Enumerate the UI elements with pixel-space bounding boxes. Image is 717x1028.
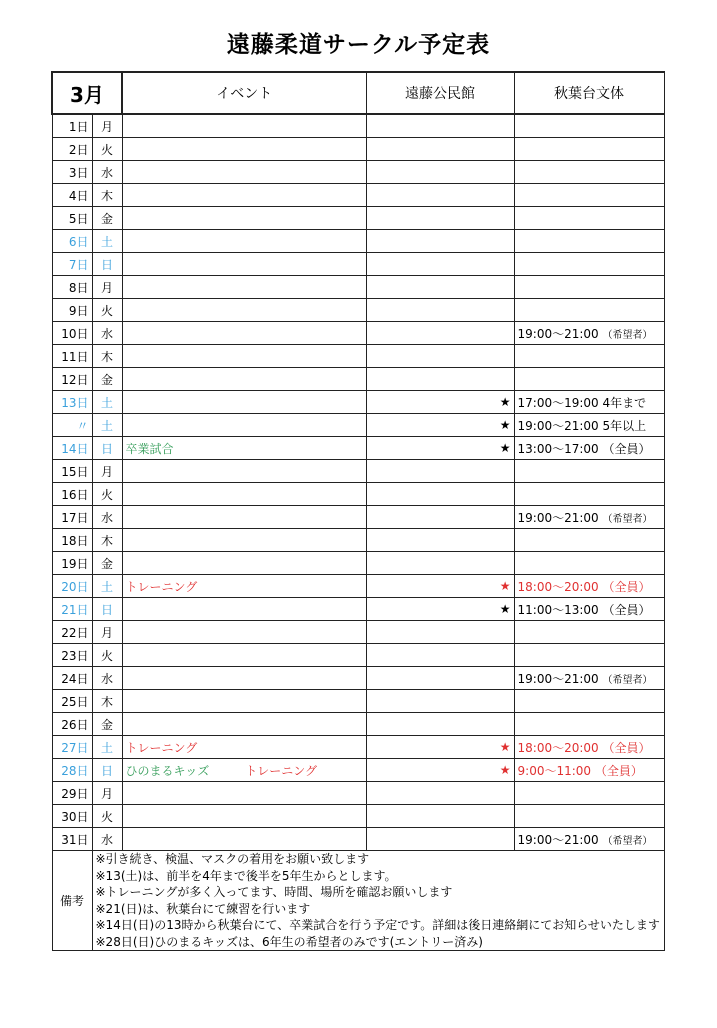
schedule-row — [52, 529, 664, 552]
akiba-cell — [514, 621, 664, 644]
kouminkan-cell — [366, 368, 514, 391]
month-header: 3月 — [52, 72, 122, 114]
akiba-cell — [514, 414, 664, 437]
akiba-cell — [514, 506, 664, 529]
schedule-row — [52, 736, 664, 759]
akiba-cell — [514, 299, 664, 322]
akiba-cell — [514, 138, 664, 161]
event-cell — [122, 322, 366, 345]
weekday-cell: 土 — [92, 575, 122, 598]
day-cell: 5日 — [52, 207, 92, 230]
day-cell: 18日 — [52, 529, 92, 552]
day-cell: 19日 — [52, 552, 92, 575]
day-cell: 2日 — [52, 138, 92, 161]
kouminkan-cell — [366, 782, 514, 805]
weekday-cell: 火 — [92, 805, 122, 828]
akiba-cell — [514, 253, 664, 276]
kouminkan-cell — [366, 230, 514, 253]
kouminkan-cell — [366, 621, 514, 644]
schedule-row — [52, 483, 664, 506]
schedule-row — [52, 621, 664, 644]
day-cell: 25日 — [52, 690, 92, 713]
day-cell: 15日 — [52, 460, 92, 483]
day-cell: 27日 — [52, 736, 92, 759]
remarks-text — [92, 851, 664, 951]
akiba-note: （希望者） — [602, 674, 653, 686]
schedule-row — [52, 552, 664, 575]
kouminkan-cell — [366, 460, 514, 483]
weekday-cell: 木 — [92, 690, 122, 713]
akiba-time: 19:00～21:00 — [517, 832, 599, 847]
schedule-row — [52, 368, 664, 391]
weekday-cell: 日 — [92, 759, 122, 782]
schedule-row — [52, 667, 664, 690]
event-cell — [122, 759, 366, 782]
schedule-row — [52, 184, 664, 207]
remark-line: ※21(日)は、秋葉台にて練習を行います — [95, 901, 311, 916]
schedule-row — [52, 161, 664, 184]
kouminkan-cell — [366, 805, 514, 828]
weekday-cell: 日 — [92, 598, 122, 621]
schedule-row — [52, 506, 664, 529]
weekday-cell: 土 — [92, 736, 122, 759]
day-cell: 6日 — [52, 230, 92, 253]
akiba-note: （希望者） — [602, 513, 653, 525]
day-cell: 26日 — [52, 713, 92, 736]
schedule-row — [52, 644, 664, 667]
kouminkan-cell — [366, 161, 514, 184]
event-text: トレーニング — [245, 763, 318, 778]
event-cell — [122, 230, 366, 253]
schedule-row — [52, 690, 664, 713]
day-cell: 9日 — [52, 299, 92, 322]
akiba-note: （希望者） — [602, 835, 653, 847]
event-cell — [122, 506, 366, 529]
akiba-cell — [514, 552, 664, 575]
day-cell: 14日 — [52, 437, 92, 460]
weekday-cell: 日 — [92, 437, 122, 460]
akiba-cell — [514, 322, 664, 345]
akiba-time: 19:00～21:00 — [517, 510, 599, 525]
weekday-cell: 木 — [92, 529, 122, 552]
kouminkan-cell — [366, 529, 514, 552]
akiba-time: 19:00～21:00 — [517, 671, 599, 686]
event-cell — [122, 690, 366, 713]
event-cell — [122, 161, 366, 184]
event-cell — [122, 414, 366, 437]
weekday-cell: 金 — [92, 368, 122, 391]
kouminkan-cell: ★ — [366, 391, 514, 414]
akiba-cell — [514, 368, 664, 391]
day-cell: 3日 — [52, 161, 92, 184]
akiba-note: 5年以上 — [602, 418, 647, 433]
weekday-cell: 火 — [92, 138, 122, 161]
akiba-cell — [514, 207, 664, 230]
akiba-time: 18:00～20:00 — [517, 740, 599, 755]
weekday-cell: 金 — [92, 552, 122, 575]
akiba-cell — [514, 161, 664, 184]
schedule-row — [52, 253, 664, 276]
day-cell: 30日 — [52, 805, 92, 828]
schedule-row — [52, 391, 664, 414]
akiba-time: 9:00～11:00 — [517, 763, 592, 778]
day-cell: 28日 — [52, 759, 92, 782]
event-cell — [122, 575, 366, 598]
day-cell: 22日 — [52, 621, 92, 644]
kouminkan-cell — [366, 322, 514, 345]
weekday-cell: 月 — [92, 114, 122, 138]
event-cell — [122, 460, 366, 483]
schedule-row — [52, 299, 664, 322]
event-cell — [122, 138, 366, 161]
event-cell — [122, 598, 366, 621]
remark-line: ※トレーニングが多く入ってます、時間、場所を確認お願いします — [95, 885, 453, 899]
akiba-note: （全員） — [602, 740, 651, 755]
schedule-row — [52, 207, 664, 230]
event-cell — [122, 184, 366, 207]
kouminkan-cell — [366, 184, 514, 207]
remark-line: ※14日(日)の13時から秋葉台にて、卒業試合を行う予定です。詳細は後日連絡網にてお知らせいたします — [95, 918, 660, 932]
schedule-row — [52, 805, 664, 828]
akiba-time: 11:00～13:00 — [517, 602, 599, 617]
weekday-cell: 月 — [92, 276, 122, 299]
remarks-label: 備考 — [52, 851, 92, 951]
event-text: トレーニング — [125, 740, 198, 755]
event-cell — [122, 207, 366, 230]
akiba-cell — [514, 184, 664, 207]
remark-line: ※28日(日)ひのまるキッズは、6年生の希望者のみです(エントリー済み) — [95, 934, 483, 949]
event-cell — [122, 667, 366, 690]
event-cell — [122, 621, 366, 644]
schedule-row — [52, 345, 664, 368]
akiba-cell — [514, 736, 664, 759]
schedule-row — [52, 138, 664, 161]
schedule-row — [52, 322, 664, 345]
akiba-time: 17:00～19:00 — [517, 395, 599, 410]
kouminkan-cell — [366, 644, 514, 667]
kouminkan-cell: ★ — [366, 598, 514, 621]
event-cell — [122, 437, 366, 460]
event-cell — [122, 828, 366, 851]
kouminkan-cell — [366, 506, 514, 529]
event-cell — [122, 368, 366, 391]
weekday-cell: 火 — [92, 644, 122, 667]
schedule-row — [52, 759, 664, 782]
event-cell — [122, 299, 366, 322]
remark-line: ※13(土)は、前半を4年まで後半を5年生からとします。 — [95, 868, 397, 883]
weekday-cell: 木 — [92, 345, 122, 368]
akiba-cell — [514, 529, 664, 552]
day-cell: 29日 — [52, 782, 92, 805]
akiba-note: （全員） — [602, 441, 651, 456]
day-cell: 20日 — [52, 575, 92, 598]
weekday-cell: 土 — [92, 391, 122, 414]
event-cell — [122, 483, 366, 506]
kouminkan-cell — [366, 345, 514, 368]
kouminkan-cell — [366, 114, 514, 138]
weekday-cell: 月 — [92, 782, 122, 805]
weekday-cell: 金 — [92, 207, 122, 230]
day-cell: 4日 — [52, 184, 92, 207]
akiba-cell — [514, 690, 664, 713]
akiba-note: 4年まで — [602, 395, 647, 410]
schedule-row — [52, 437, 664, 460]
day-cell: 16日 — [52, 483, 92, 506]
kouminkan-cell: ★ — [366, 736, 514, 759]
kouminkan-cell — [366, 552, 514, 575]
day-cell: 17日 — [52, 506, 92, 529]
event-cell — [122, 805, 366, 828]
day-cell: 12日 — [52, 368, 92, 391]
akiba-cell — [514, 114, 664, 138]
schedule-row — [52, 575, 664, 598]
weekday-cell: 水 — [92, 667, 122, 690]
weekday-cell: 火 — [92, 483, 122, 506]
weekday-cell: 日 — [92, 253, 122, 276]
kouminkan-cell — [366, 667, 514, 690]
event-cell — [122, 552, 366, 575]
akiba-cell — [514, 828, 664, 851]
event-cell — [122, 391, 366, 414]
schedule-row — [52, 460, 664, 483]
kouminkan-cell: ★ — [366, 414, 514, 437]
akiba-time: 19:00～21:00 — [517, 418, 599, 433]
weekday-cell: 月 — [92, 621, 122, 644]
akiba-time: 18:00～20:00 — [517, 579, 599, 594]
event-text: トレーニング — [125, 579, 198, 594]
kouminkan-cell — [366, 276, 514, 299]
kouminkan-cell — [366, 138, 514, 161]
akiba-cell — [514, 391, 664, 414]
day-cell: 13日 — [52, 391, 92, 414]
kouminkan-cell — [366, 483, 514, 506]
akiba-note: （全員） — [594, 763, 643, 778]
weekday-cell: 火 — [92, 299, 122, 322]
akiba-cell — [514, 575, 664, 598]
schedule-row — [52, 230, 664, 253]
kouminkan-cell — [366, 828, 514, 851]
akiba-note: （全員） — [602, 579, 651, 594]
schedule-row — [52, 114, 664, 138]
kouminkan-cell — [366, 253, 514, 276]
kouminkan-cell: ★ — [366, 575, 514, 598]
day-cell: 21日 — [52, 598, 92, 621]
akiba-time: 19:00～21:00 — [517, 326, 599, 341]
day-cell: 8日 — [52, 276, 92, 299]
day-cell: 7日 — [52, 253, 92, 276]
akiba-cell — [514, 805, 664, 828]
akiba-cell — [514, 460, 664, 483]
remark-line: ※引き続き、検温、マスクの着用をお願い致します — [95, 852, 370, 866]
event-cell — [122, 782, 366, 805]
remarks-row — [52, 851, 664, 951]
event-cell — [122, 114, 366, 138]
kouminkan-cell — [366, 299, 514, 322]
schedule-row — [52, 828, 664, 851]
akiba-header: 秋葉台文体 — [514, 72, 664, 114]
kouminkan-cell — [366, 207, 514, 230]
akiba-cell — [514, 759, 664, 782]
event-text: 卒業試合 — [125, 441, 174, 456]
event-text: ひのまるキッズ — [125, 763, 210, 778]
akiba-cell — [514, 782, 664, 805]
event-cell — [122, 529, 366, 552]
weekday-cell: 金 — [92, 713, 122, 736]
kouminkan-cell: ★ — [366, 437, 514, 460]
akiba-time: 13:00～17:00 — [517, 441, 599, 456]
day-cell: 24日 — [52, 667, 92, 690]
kouminkan-header: 遠藤公民館 — [366, 72, 514, 114]
page-title: 遠藤柔道サークル予定表 — [226, 32, 491, 58]
weekday-cell: 土 — [92, 230, 122, 253]
schedule-table — [51, 71, 665, 951]
akiba-cell — [514, 345, 664, 368]
weekday-cell: 水 — [92, 322, 122, 345]
weekday-cell: 水 — [92, 161, 122, 184]
day-cell: 10日 — [52, 322, 92, 345]
weekday-cell: 水 — [92, 828, 122, 851]
day-cell: 1日 — [52, 114, 92, 138]
akiba-cell — [514, 230, 664, 253]
kouminkan-cell: ★ — [366, 759, 514, 782]
day-cell: 23日 — [52, 644, 92, 667]
schedule-row — [52, 276, 664, 299]
event-cell — [122, 276, 366, 299]
day-cell: 11日 — [52, 345, 92, 368]
schedule-row — [52, 598, 664, 621]
header-row — [52, 72, 664, 114]
akiba-cell — [514, 667, 664, 690]
weekday-cell: 水 — [92, 506, 122, 529]
weekday-cell: 土 — [92, 414, 122, 437]
kouminkan-cell — [366, 690, 514, 713]
akiba-cell — [514, 276, 664, 299]
event-cell — [122, 644, 366, 667]
event-header: イベント — [122, 72, 366, 114]
akiba-cell — [514, 598, 664, 621]
akiba-cell — [514, 437, 664, 460]
akiba-cell — [514, 483, 664, 506]
akiba-note: （希望者） — [602, 329, 653, 341]
schedule-row — [52, 414, 664, 437]
event-cell — [122, 253, 366, 276]
event-cell — [122, 345, 366, 368]
schedule-row — [52, 782, 664, 805]
weekday-cell: 月 — [92, 460, 122, 483]
akiba-cell — [514, 644, 664, 667]
event-cell — [122, 736, 366, 759]
schedule-body — [52, 72, 664, 951]
akiba-note: （全員） — [602, 602, 651, 617]
day-cell: 〃 — [52, 414, 92, 437]
day-cell: 31日 — [52, 828, 92, 851]
event-cell — [122, 713, 366, 736]
kouminkan-cell — [366, 713, 514, 736]
schedule-row — [52, 713, 664, 736]
weekday-cell: 木 — [92, 184, 122, 207]
akiba-cell — [514, 713, 664, 736]
